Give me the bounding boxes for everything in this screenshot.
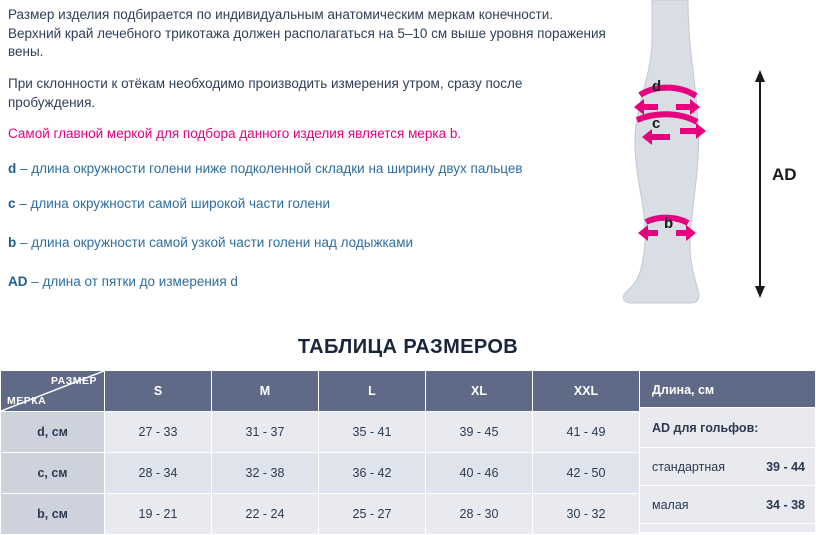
leg-label-c: c <box>652 115 661 132</box>
leg-silhouette <box>623 0 699 303</box>
measure-arrow-ad <box>755 70 765 298</box>
leg-label-b: b <box>664 215 674 232</box>
column-header-xl: XL <box>426 371 533 412</box>
row-label-d: d, см <box>1 412 105 453</box>
length-row-small-label: малая <box>652 498 689 512</box>
definition-key-b: b <box>8 235 17 250</box>
column-header-m: M <box>212 371 319 412</box>
highlight-note: Самой главной меркой для подбора данного изделия является мерка b. <box>8 126 462 142</box>
corner-measure-label: МЕРКА <box>7 395 47 407</box>
table-corner-cell <box>1 371 105 412</box>
row-label-b: b, см <box>1 494 105 535</box>
definition-text-ad: – длина от пятки до измерения d <box>27 273 238 289</box>
corner-size-label: РАЗМЕР <box>51 375 97 387</box>
column-header-l: L <box>319 371 426 412</box>
cell-c-xl: 40 - 46 <box>426 453 533 494</box>
intro-paragraph-2: При склонности к отёкам необходимо производить измерения утром, сразу после пробуждения. <box>8 75 523 110</box>
definition-text-b: – длина окружности самой узкой части голени над лодыжками <box>16 235 414 250</box>
definition-key-d: d <box>8 160 17 176</box>
length-panel-header: Длина, см <box>640 370 816 408</box>
length-row-standard-value: 39 - 44 <box>766 460 805 474</box>
column-header-xxl: XXL <box>533 371 640 412</box>
cell-c-l: 36 - 42 <box>319 453 426 494</box>
cell-d-s: 27 - 33 <box>105 412 212 453</box>
definition-b <box>8 234 608 253</box>
tables-area <box>0 370 816 533</box>
length-panel <box>640 370 816 533</box>
table-row <box>1 453 640 494</box>
length-row-standard <box>640 448 816 486</box>
definition-d <box>8 160 608 179</box>
definition-c <box>8 195 608 214</box>
cell-d-xl: 39 - 45 <box>426 412 533 453</box>
table-row <box>1 412 640 453</box>
cell-d-l: 35 - 41 <box>319 412 426 453</box>
leg-illustration <box>600 0 816 333</box>
column-header-s: S <box>105 371 212 412</box>
cell-d-xxl: 41 - 49 <box>533 412 640 453</box>
text-column <box>8 6 608 311</box>
length-row-small-value: 34 - 38 <box>766 498 805 512</box>
leg-label-d: d <box>652 78 662 95</box>
leg-label-ad: AD <box>772 165 797 184</box>
length-panel-filler <box>640 524 816 533</box>
intro-paragraph-1: Размер изделия подбирается по индивидуальным анатомическим меркам конечности. Верхний край лечебного трикотажа должен располагаться на 5–10 см выше уровня поражения вены. <box>8 7 606 60</box>
cell-b-m: 22 - 24 <box>212 494 319 535</box>
cell-b-xl: 28 - 30 <box>426 494 533 535</box>
length-row-standard-label: стандартная <box>652 460 725 474</box>
definition-text-c: – длина окружности самой широкой части голени <box>15 196 330 212</box>
page-title: ТАБЛИЦА РАЗМЕРОВ <box>297 336 519 358</box>
cell-c-m: 32 - 38 <box>212 453 319 494</box>
table-header-row <box>1 371 640 412</box>
definition-key-ad: AD <box>8 273 28 289</box>
cell-b-s: 19 - 21 <box>105 494 212 535</box>
definition-text-d: – длина окружности голени ниже подколенной складки на ширину двух пальцев <box>16 160 523 176</box>
size-table <box>0 370 640 535</box>
table-row <box>1 494 640 535</box>
length-panel-subheader: AD для гольфов: <box>640 408 816 448</box>
row-label-c: c, см <box>1 453 105 494</box>
definition-ad <box>8 273 608 292</box>
cell-d-m: 31 - 37 <box>212 412 319 453</box>
length-row-small <box>640 486 816 524</box>
cell-c-s: 28 - 34 <box>105 453 212 494</box>
cell-b-l: 25 - 27 <box>319 494 426 535</box>
definition-key-c: c <box>8 196 16 212</box>
cell-b-xxl: 30 - 32 <box>533 494 640 535</box>
cell-c-xxl: 42 - 50 <box>533 453 640 494</box>
